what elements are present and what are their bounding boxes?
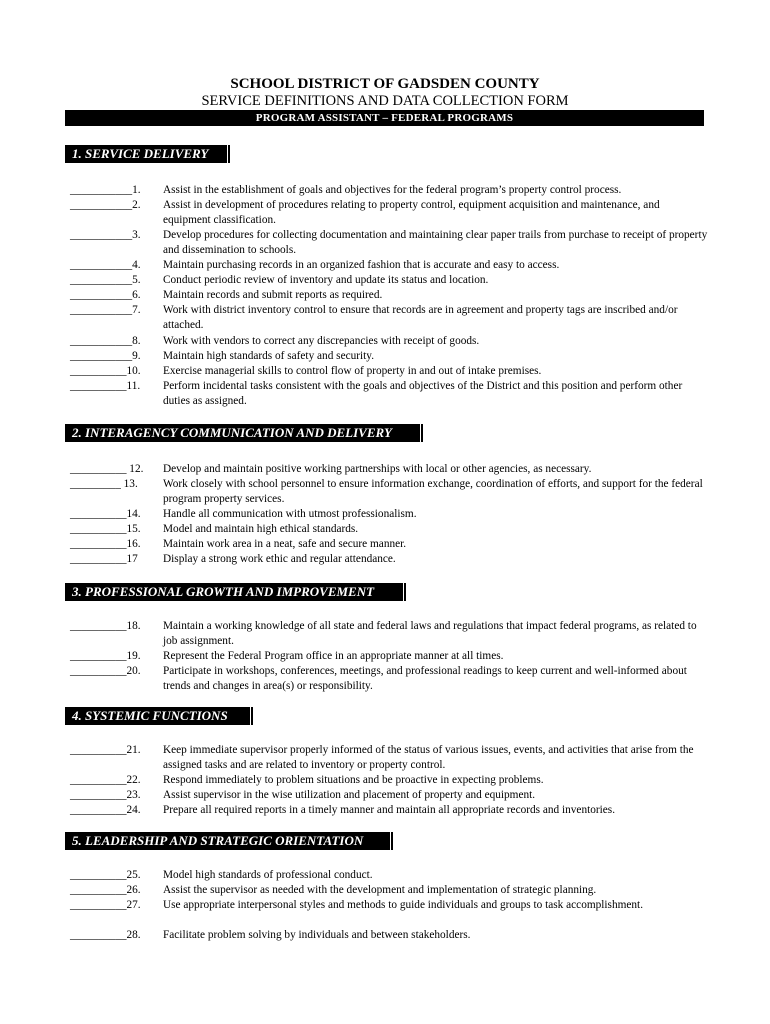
rating-blank[interactable]: ___________9. <box>70 350 141 362</box>
rating-blank[interactable]: _________ 13. <box>70 478 138 490</box>
rating-blank[interactable]: __________11. <box>70 380 141 392</box>
rating-blank[interactable]: __________27. <box>70 899 141 911</box>
rating-blank[interactable]: __________17 <box>70 553 138 565</box>
district-title: SCHOOL DISTRICT OF GADSDEN COUNTY <box>230 76 540 92</box>
position-banner: PROGRAM ASSISTANT – FEDERAL PROGRAMS <box>65 110 704 126</box>
item-text: Facilitate problem solving by individuals and between stakeholders. <box>163 929 471 941</box>
rating-blank[interactable]: __________22. <box>70 774 141 786</box>
item-text: Display a strong work ethic and regular attendance. <box>163 553 396 565</box>
rating-blank[interactable]: __________18. <box>70 620 141 632</box>
item-text: Work with district inventory control to ensure that records are in agreement and property tags are inscribed and/or attached. <box>163 304 678 331</box>
rating-blank[interactable]: ___________2. <box>70 199 141 211</box>
rating-blank[interactable]: __________15. <box>70 523 141 535</box>
section-heading-systemic-functions: 4. SYSTEMIC FUNCTIONS <box>65 707 250 725</box>
rating-blank[interactable]: __________20. <box>70 665 141 677</box>
item-text: Maintain high standards of safety and security. <box>163 350 375 362</box>
item-text: Work closely with school personnel to ensure information exchange, coordination of efforts, and support for the federal program property services. <box>163 478 703 505</box>
item-text: Prepare all required reports in a timely manner and maintain all appropriate records and inventories. <box>163 804 616 816</box>
item-text: Represent the Federal Program office in an appropriate manner at all times. <box>163 650 504 662</box>
rating-blank[interactable]: __________10. <box>70 365 141 377</box>
item-text: Participate in workshops, conferences, meetings, and professional readings to keep current and well-informed about trends and changes in area(s) or responsibility. <box>163 665 687 692</box>
item-text: Maintain records and submit reports as required. <box>163 289 383 301</box>
item-text: Assist supervisor in the wise utilization and placement of property and equipment. <box>163 789 536 801</box>
item-text: Perform incidental tasks consistent with the goals and objectives of the District and this position and perform other duties as assigned. <box>163 380 683 407</box>
item-text: Respond immediately to problem situations and be proactive in expecting problems. <box>163 774 544 786</box>
rating-blank[interactable]: __________26. <box>70 884 141 896</box>
rating-blank[interactable]: ___________8. <box>70 335 141 347</box>
rating-blank[interactable]: __________28. <box>70 929 141 941</box>
item-text: Work with vendors to correct any discrepancies with receipt of goods. <box>163 335 480 347</box>
rating-blank[interactable]: __________ 12. <box>70 463 144 475</box>
item-text: Maintain a working knowledge of all state and federal laws and regulations that impact federal programs, as related to job assignment. <box>163 620 697 647</box>
rating-blank[interactable]: __________14. <box>70 508 141 520</box>
item-text: Assist the supervisor as needed with the development and implementation of strategic planning. <box>163 884 597 896</box>
item-text: Develop and maintain positive working partnerships with local or other agencies, as necessary. <box>163 463 592 475</box>
item-text: Use appropriate interpersonal styles and methods to guide individuals and groups to task accomplishment. <box>163 899 644 911</box>
rating-blank[interactable]: ___________1. <box>70 184 141 196</box>
section-heading-interagency: 2. INTERAGENCY COMMUNICATION AND DELIVERY <box>65 424 420 442</box>
rating-blank[interactable]: __________23. <box>70 789 141 801</box>
section-heading-service-delivery: 1. SERVICE DELIVERY <box>65 145 227 163</box>
rating-blank[interactable]: ___________3. <box>70 229 141 241</box>
item-text: Handle all communication with utmost professionalism. <box>163 508 417 520</box>
item-text: Exercise managerial skills to control flow of property in and out of intake premises. <box>163 365 542 377</box>
item-text: Model high standards of professional conduct. <box>163 869 373 881</box>
rating-blank[interactable]: ___________4. <box>70 259 141 271</box>
rating-blank[interactable]: ___________5. <box>70 274 141 286</box>
rating-blank[interactable]: __________19. <box>70 650 141 662</box>
item-text: Maintain purchasing records in an organized fashion that is accurate and easy to access. <box>163 259 560 271</box>
rating-blank[interactable]: __________24. <box>70 804 141 816</box>
item-text: Assist in the establishment of goals and objectives for the federal program’s property control process. <box>163 184 622 196</box>
section-heading-professional-growth: 3. PROFESSIONAL GROWTH AND IMPROVEMENT <box>65 583 403 601</box>
item-text: Assist in development of procedures relating to property control, equipment acquisition and maintenance, and equipment classification. <box>163 199 660 226</box>
item-text: Develop procedures for collecting documentation and maintaining clear paper trails from purchase to receipt of property and dissemination to schools. <box>163 229 708 256</box>
rating-blank[interactable]: ___________6. <box>70 289 141 301</box>
item-text: Conduct periodic review of inventory and update its status and location. <box>163 274 489 286</box>
form-subtitle: SERVICE DEFINITIONS AND DATA COLLECTION FORM <box>201 93 569 109</box>
rating-blank[interactable]: __________25. <box>70 869 141 881</box>
rating-blank[interactable]: ___________7. <box>70 304 141 316</box>
item-text: Keep immediate supervisor properly informed of the status of various issues, events, and activities that arise from the assigned tasks and are related to inventory or property control. <box>163 744 694 771</box>
item-text: Model and maintain high ethical standards. <box>163 523 359 535</box>
rating-blank[interactable]: __________21. <box>70 744 141 756</box>
section-heading-leadership: 5. LEADERSHIP AND STRATEGIC ORIENTATION <box>65 832 390 850</box>
item-text: Maintain work area in a neat, safe and secure manner. <box>163 538 407 550</box>
rating-blank[interactable]: __________16. <box>70 538 141 550</box>
